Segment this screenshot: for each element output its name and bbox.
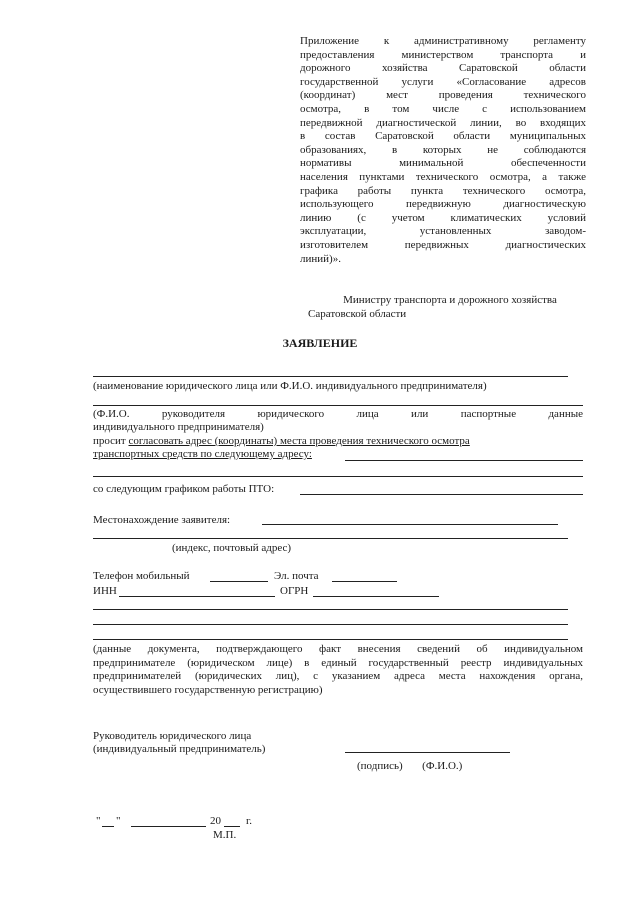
annex-line: образованиях, в которых не соблюдаются (300, 143, 586, 156)
annex-line: изготовителем передвижных диагностических (300, 238, 586, 251)
date-day-field[interactable] (102, 826, 114, 827)
head-name-field[interactable] (93, 405, 583, 406)
location-field-2[interactable] (93, 538, 568, 539)
request-line-2: транспортных средств по следующему адресу: (93, 448, 312, 460)
registry-field[interactable] (93, 609, 568, 610)
sign-hint: (подпись) (357, 760, 403, 772)
registry-field[interactable] (93, 624, 568, 625)
registry-hint-line: (данные документа, подтверждающего факт внесения сведений об индивидуальном (93, 643, 583, 655)
date-month-field[interactable] (131, 826, 206, 827)
annex-line: дорожного хозяйства Саратовской области (300, 62, 586, 75)
schedule-field[interactable] (300, 494, 583, 495)
signature-head-line: Руководитель юридического лица (93, 730, 252, 742)
signature-field[interactable] (345, 752, 510, 753)
request-text: согласовать адрес (координаты) места проведения технического осмотра (128, 435, 470, 447)
email-label: Эл. почта (274, 570, 319, 582)
annex-line: Приложение к административному регламенту (300, 35, 586, 47)
phone-field[interactable] (210, 581, 268, 582)
location-label: Местонахождение заявителя: (93, 514, 231, 526)
inn-field[interactable] (119, 596, 275, 597)
date-year-suffix: г. (246, 815, 253, 827)
annex-line: (координат) мест проведения технического (300, 89, 586, 102)
date-year-field[interactable] (224, 826, 240, 827)
document-title: ЗАЯВЛЕНИЕ (282, 336, 358, 350)
head-hint-line: индивидуального предпринимателя) (93, 421, 264, 433)
annex-line: линий)». (300, 252, 341, 265)
head-hint-line: (Ф.И.О. руководителя юридического лица или паспортные данные (93, 408, 583, 420)
registry-hint (93, 643, 583, 697)
request-line-1 (93, 435, 583, 449)
annex-line: использующего передвижную диагностическую (300, 198, 586, 211)
ogrn-label: ОГРН (280, 585, 309, 597)
registry-hint-line: предпринимателей (юридических лиц), с указанием адреса места нахождения органа, (93, 670, 583, 683)
date-quote-close: " (116, 815, 121, 827)
location-hint: (индекс, почтовый адрес) (172, 542, 292, 554)
fio-hint: (Ф.И.О.) (422, 760, 463, 772)
annex-line: линию (с учетом климатических условий (300, 211, 586, 224)
signature-hint (357, 760, 462, 774)
addressee-block (300, 294, 600, 321)
registry-hint-line: осуществившего государственную регистрацию) (93, 683, 323, 696)
stamp-label: М.П. (213, 829, 237, 841)
annex-line: нормативы минимальной обеспеченности (300, 157, 586, 170)
org-name-hint: (наименование юридического лица или Ф.И.О. индивидуального предпринимателя) (93, 380, 487, 392)
date-quote-open: " (96, 815, 101, 827)
registry-hint-line: предпринимателе (юридическом лице) в единый государственный реестр индивидуальных (93, 656, 583, 669)
annex-line: предоставления министерством транспорта и (300, 48, 586, 61)
registry-field[interactable] (93, 639, 568, 640)
annex-line: графика работы пункта технического осмотра, (300, 184, 586, 197)
annex-line: государственной услуги «Согласование адресов (300, 75, 586, 88)
email-field[interactable] (332, 581, 397, 582)
ogrn-field[interactable] (313, 596, 439, 597)
annex-line: осмотра, в том числе с использованием (300, 102, 586, 115)
annex-line: эксплуатации, установленных заводом- (300, 225, 586, 238)
location-field[interactable] (262, 524, 558, 525)
pto-address-field[interactable] (345, 460, 583, 461)
schedule-label: со следующим графиком работы ПТО: (93, 483, 275, 495)
pto-address-field-2[interactable] (93, 476, 583, 477)
org-name-field[interactable] (93, 376, 568, 377)
annex-header (300, 35, 586, 266)
annex-line: населения пунктами технического осмотра, а также (300, 170, 586, 183)
addressee-line: Саратовской области (308, 307, 407, 320)
annex-line: передвижной диагностической линии, во входящих (300, 116, 586, 129)
phone-label: Телефон мобильный (93, 570, 190, 582)
date-year-prefix: 20 (210, 815, 221, 827)
inn-label: ИНН (93, 585, 117, 597)
annex-line: в состав Саратовской области муниципальных (300, 130, 586, 143)
request-prefix: просит (93, 435, 129, 447)
signature-head-line: (индивидуальный предприниматель) (93, 743, 266, 755)
addressee-line: Министру транспорта и дорожного хозяйства (343, 294, 557, 306)
